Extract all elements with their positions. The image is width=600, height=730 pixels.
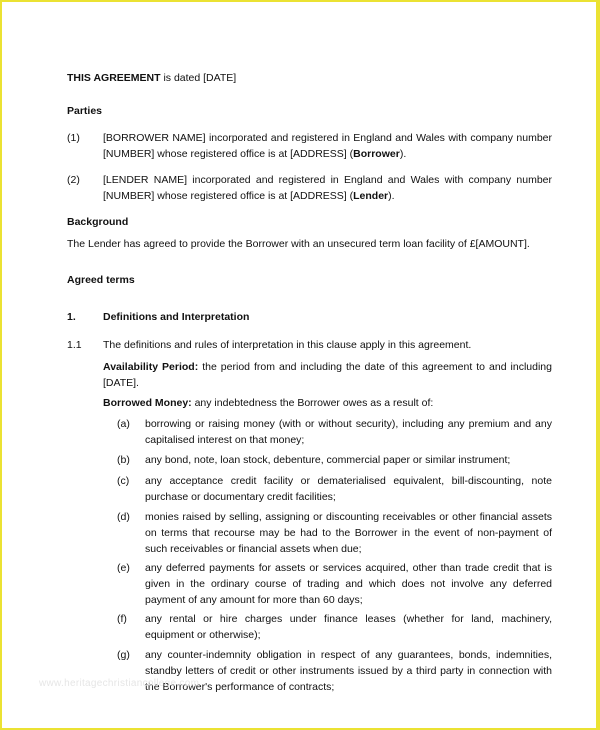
definition-body: any indebtedness the Borrower owes as a result of: [191, 397, 434, 409]
agreement-title: THIS AGREEMENT [67, 72, 161, 84]
list-item-label: (c) [117, 475, 130, 487]
party-text [103, 172, 552, 204]
list-item-text: any bond, note, loan stock, debenture, commercial paper or similar instrument; [145, 454, 511, 466]
document-page [2, 2, 596, 728]
list-item-label: (g) [117, 649, 130, 661]
defined-term: Availability Period: [103, 361, 199, 373]
party-item [67, 172, 552, 206]
list-item-text: borrowing or raising money (with or without security), including any premium and any capitalised interest on that money; [145, 418, 552, 446]
definition-text [103, 359, 552, 391]
list-item-text: any acceptance credit facility or dematerialised equivalent, bill-discounting, note purchase or documentary credit facilities; [145, 475, 552, 503]
party-number: (1) [67, 132, 80, 144]
clause-text: The definitions and rules of interpretation in this clause apply in this agreement. [103, 339, 472, 351]
list-item-label: (a) [117, 418, 130, 430]
defined-term: Borrowed Money: [103, 397, 192, 409]
party-defined-term: Lender [353, 190, 389, 202]
agreement-date-line [67, 70, 552, 86]
list-item-text: any counter-indemnity obligation in respect of any guarantees, bonds, indemnities, standby letters of credit or other instruments issued by a third party in connection with the Borrower's performance of contracts; [145, 649, 552, 693]
section-title: Definitions and Interpretation [103, 311, 250, 323]
list-item-label: (e) [117, 562, 130, 574]
list-item-text: any rental or hire charges under finance leases (whether for land, machinery, equipment or otherwise); [145, 613, 552, 641]
watermark-text: www.heritagechristiancollege.com [39, 678, 200, 689]
party-item [67, 130, 552, 164]
list-item-text: monies raised by selling, assigning or discounting receivables or other financial assets on terms that recourse may be had to the Borrower in the event of non-payment of such receivables or financial assets when due; [145, 511, 552, 555]
clause-number: 1.1 [67, 339, 82, 351]
party-end: ). [399, 148, 407, 160]
section-number: 1. [67, 311, 76, 323]
list-item-text: any deferred payments for assets or services acquired, other than trade credit that is given in the ordinary course of trading and which does not involve any deferred payment of any amount for more than 60 days; [145, 562, 552, 606]
definition-body: the period from and including the date of this agreement to and including [DATE]. [103, 361, 552, 389]
list-item-label: (f) [117, 613, 127, 625]
party-description: [LENDER NAME] incorporated and registered in England and Wales with company number [NUMBER] whose registered office is at [ADDRESS] ( [103, 174, 552, 202]
background-text: The Lender has agreed to provide the Borrower with an unsecured term loan facility of £[AMOUNT]. [67, 238, 530, 250]
party-number: (2) [67, 174, 80, 186]
list-item-label: (b) [117, 454, 130, 466]
agreed-terms-heading: Agreed terms [67, 274, 135, 286]
list-item-label: (d) [117, 511, 130, 523]
parties-heading: Parties [67, 105, 103, 117]
party-end: ). [388, 190, 395, 202]
agreement-date: is dated [DATE] [160, 72, 237, 84]
definition-text [103, 395, 552, 411]
background-heading: Background [67, 216, 129, 228]
party-text [103, 130, 552, 162]
party-defined-term: Borrower [353, 148, 400, 160]
party-description: [BORROWER NAME] incorporated and registered in England and Wales with company number [NUMBER] whose registered office is at [ADDRESS] ( [103, 132, 552, 160]
